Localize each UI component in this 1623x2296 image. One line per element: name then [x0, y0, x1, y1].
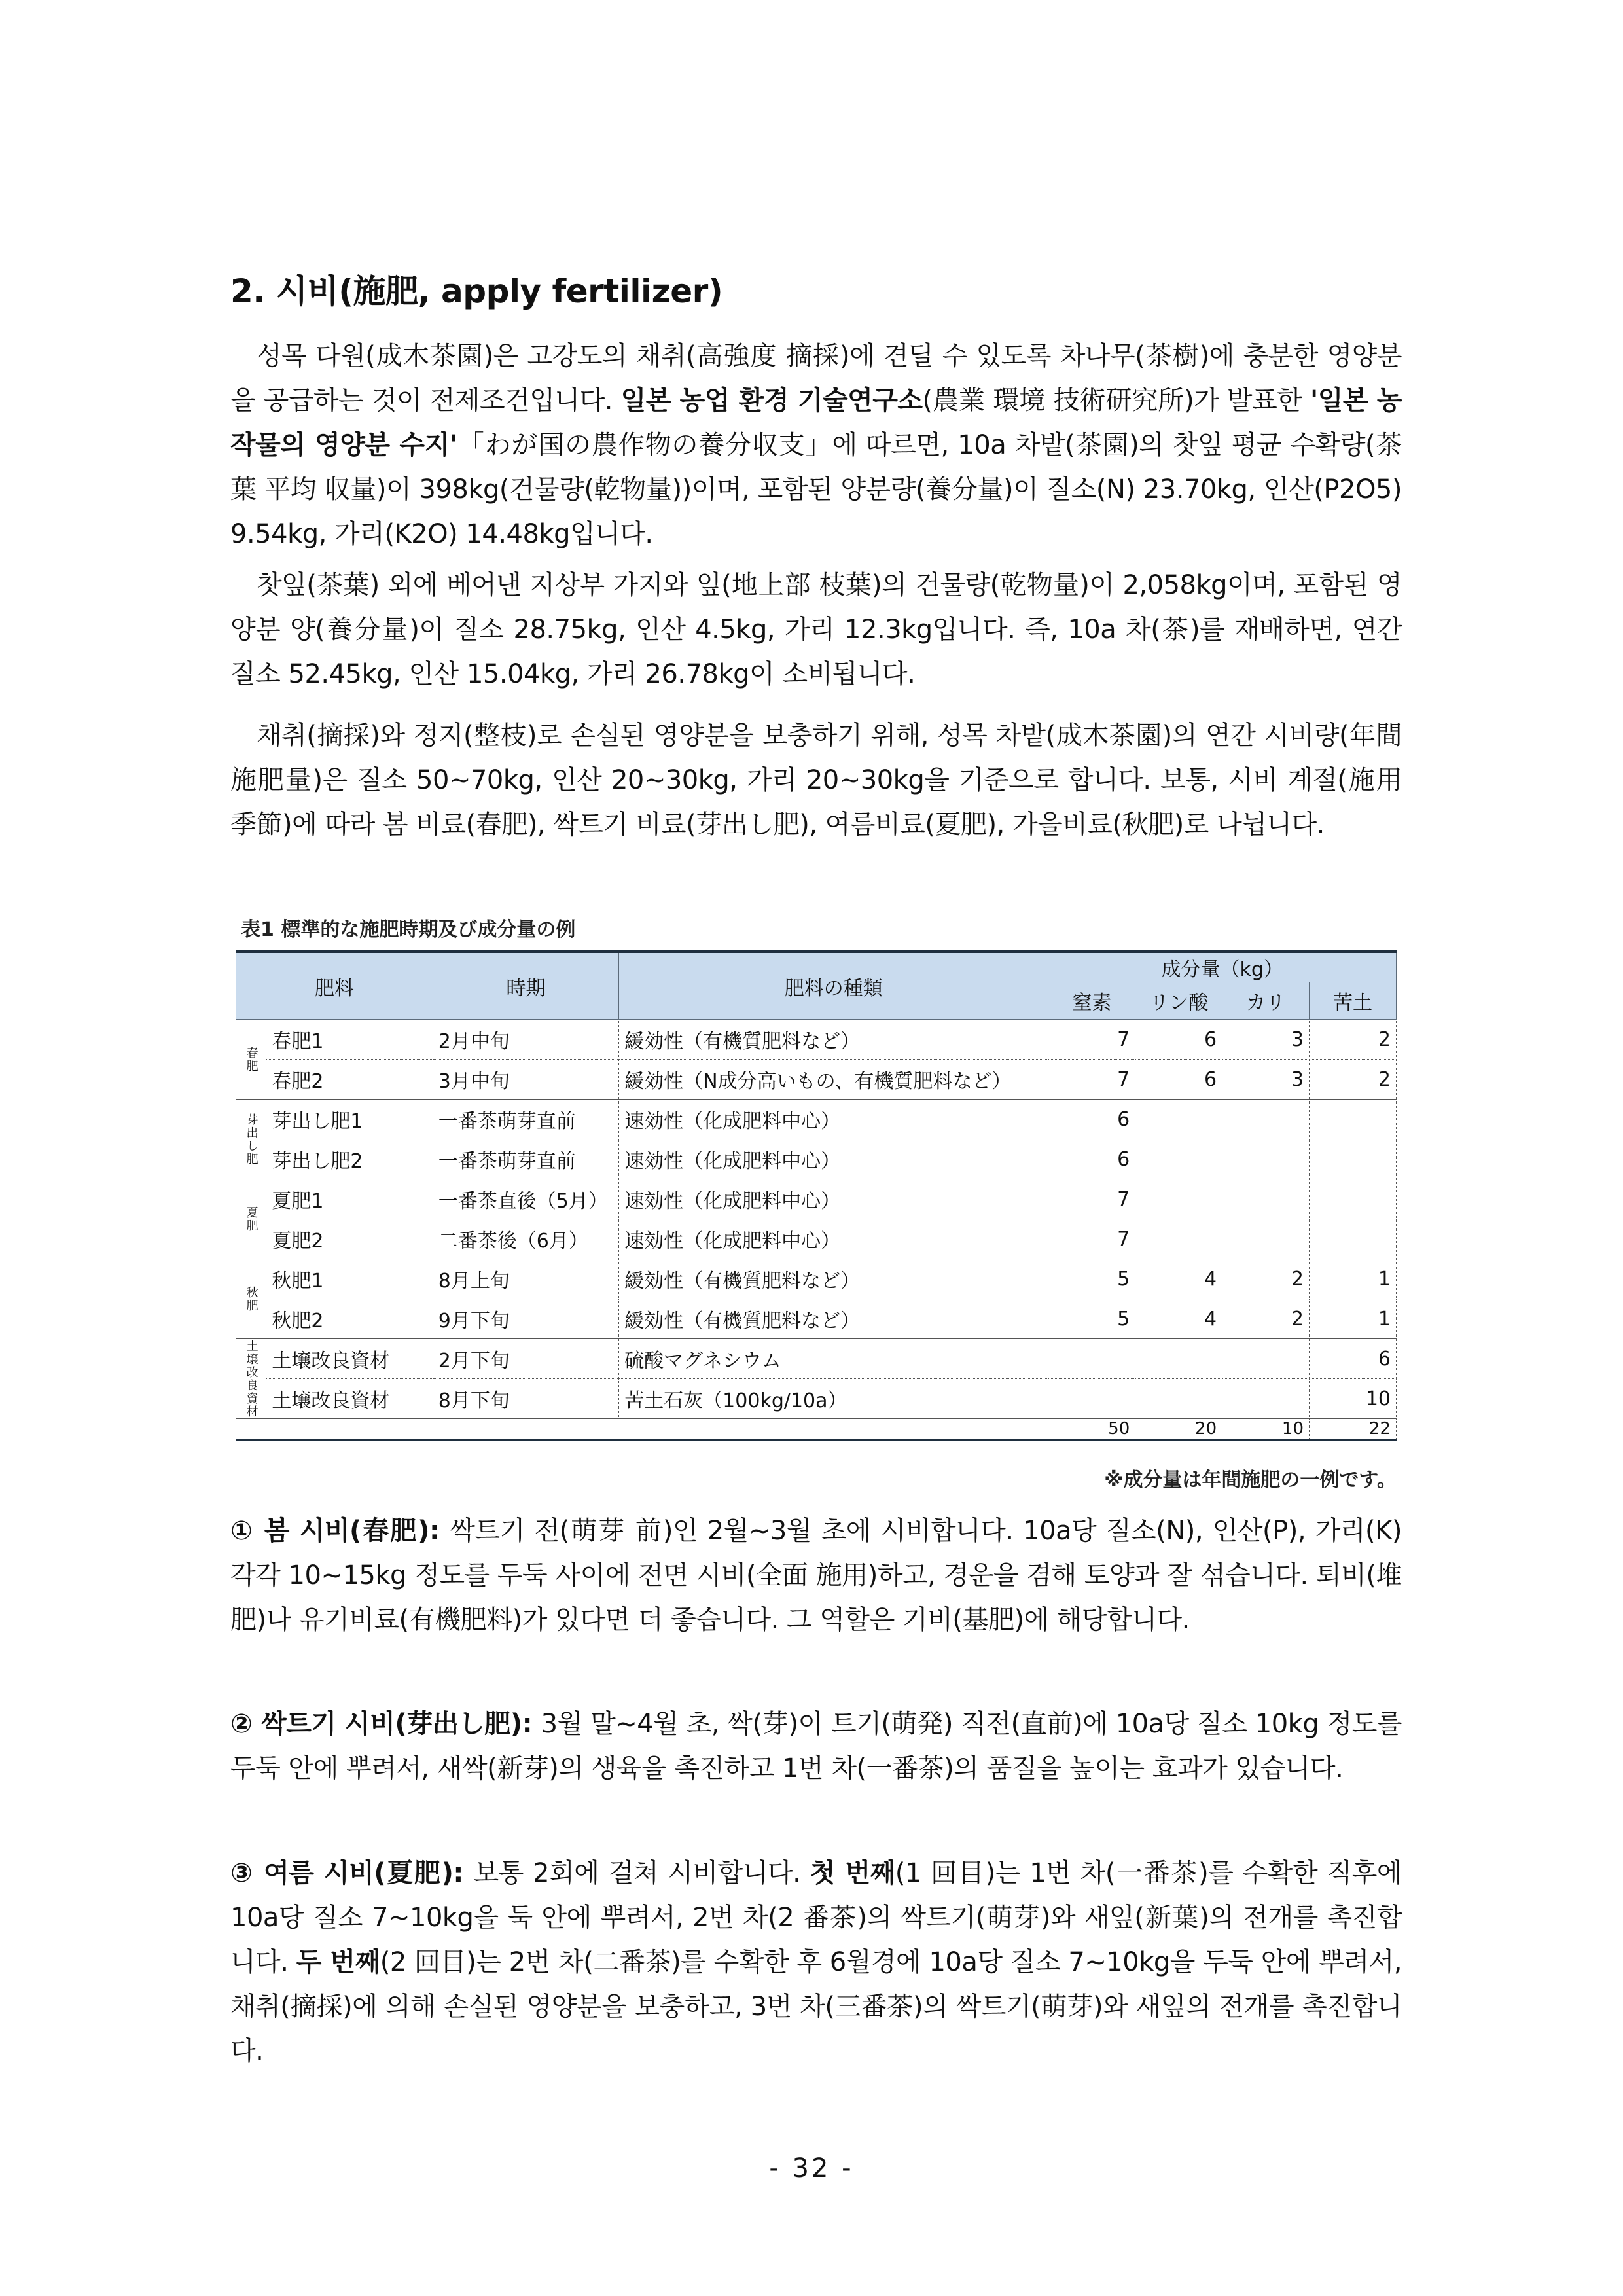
cell-timing: 二番茶後（6月）: [433, 1219, 618, 1259]
cell-magnesia: 2: [1310, 1060, 1397, 1100]
bold-run: '일본 농작물의 영양분 수지': [230, 386, 1402, 460]
cell-timing: 一番茶萌芽直前: [433, 1139, 618, 1179]
total-nitrogen: 50: [1048, 1419, 1135, 1441]
cell-timing: 9月下旬: [433, 1299, 618, 1339]
cell-phosphate: [1135, 1100, 1222, 1139]
table-note: ※成分量は年間施肥の一例です。: [1104, 1469, 1397, 1492]
cell-potash: 3: [1222, 1060, 1310, 1100]
total-potash: 10: [1222, 1419, 1310, 1441]
cell-potash: [1222, 1219, 1310, 1259]
cell-nitrogen: 5: [1048, 1259, 1135, 1299]
table-row: [236, 1139, 1397, 1179]
group-label: 春肥: [236, 1020, 266, 1100]
cell-magnesia: 6: [1310, 1339, 1397, 1379]
group-label: 芽出し肥: [236, 1100, 266, 1179]
bold-run: 일본 농업 환경 기술연구소: [620, 386, 923, 416]
cell-name: 夏肥1: [266, 1179, 433, 1219]
paragraph-summer: [230, 1851, 1402, 2073]
cell-potash: [1222, 1339, 1310, 1379]
cell-phosphate: 6: [1135, 1020, 1222, 1060]
cell-potash: [1222, 1379, 1310, 1419]
cell-magnesia: 1: [1310, 1259, 1397, 1299]
cell-phosphate: [1135, 1339, 1222, 1379]
page-number: - 32 -: [769, 2153, 854, 2183]
cell-nitrogen: 7: [1048, 1219, 1135, 1259]
col-header-type: 肥料の種類: [619, 952, 1048, 1020]
cell-magnesia: 1: [1310, 1299, 1397, 1339]
cell-potash: [1222, 1100, 1310, 1139]
cell-timing: 一番茶直後（5月）: [433, 1179, 618, 1219]
cell-magnesia: [1310, 1139, 1397, 1179]
cell-nitrogen: 7: [1048, 1020, 1135, 1060]
col-header-potash: カリ: [1222, 982, 1310, 1020]
paragraph-consumption: 찻잎(茶葉) 외에 베어낸 지상부 가지와 잎(地上部 枝葉)의 건물량(乾物量)이 2,058kg이며, 포함된 영양분 양(養分量)이 질소 28.75kg, 인산 4.5kg, 가리 12.3kg입니다. 즉, 10a 차(茶)를 재배하면, 연간 질소 52.45kg, 인산 15.04kg, 가리 26.78kg이 소비됩니다.: [230, 570, 1402, 689]
cell-timing: 8月下旬: [433, 1379, 618, 1419]
cell-magnesia: [1310, 1100, 1397, 1139]
cell-nitrogen: 6: [1048, 1100, 1135, 1139]
group-label: 夏肥: [236, 1179, 266, 1259]
cell-name: 芽出し肥2: [266, 1139, 433, 1179]
text-run: (2 回目)는 2번 차(二番茶)를 수확한 후 6월경에 10a당 질소 7~10kg을 두둑 안에 뿌려서, 채취(摘採)에 의해 손실된 영양분을 보충하고, 3번 차(三番茶)의 싹트기(萌芽)와 새잎의 전개를 촉진합니다.: [230, 1947, 1402, 2066]
cell-phosphate: [1135, 1379, 1222, 1419]
cell-name: 秋肥1: [266, 1259, 433, 1299]
cell-phosphate: 4: [1135, 1259, 1222, 1299]
cell-potash: 2: [1222, 1259, 1310, 1299]
cell-name: 芽出し肥1: [266, 1100, 433, 1139]
item-label: ③ 여름 시비(夏肥):: [230, 1858, 474, 1888]
cell-type: 速効性（化成肥料中心）: [619, 1139, 1048, 1179]
cell-type: 苦土石灰（100kg/10a）: [619, 1379, 1048, 1419]
table-row: [236, 1179, 1397, 1219]
cell-name: 春肥2: [266, 1060, 433, 1100]
paragraph-annual-rate: 채취(摘採)와 정지(整枝)로 손실된 영양분을 보충하기 위해, 성목 차밭(成木茶園)의 연간 시비량(年間施肥量)은 질소 50~70kg, 인산 20~30kg, 가리 20~30kg을 기준으로 합니다. 보통, 시비 계절(施用 季節)에 따라 봄 비료(春肥), 싹트기 비료(芽出し肥), 여름비료(夏肥), 가을비료(秋肥)로 나뉩니다.: [230, 721, 1402, 840]
cell-name: 土壌改良資材: [266, 1379, 433, 1419]
cell-timing: 2月中旬: [433, 1020, 618, 1060]
cell-type: 速効性（化成肥料中心）: [619, 1179, 1048, 1219]
group-label: 土壌改良資材: [236, 1339, 266, 1419]
cell-timing: 一番茶萌芽直前: [433, 1100, 618, 1139]
bold-run: 두 번째: [296, 1947, 380, 1977]
cell-nitrogen: [1048, 1339, 1135, 1379]
cell-name: 土壌改良資材: [266, 1339, 433, 1379]
cell-phosphate: 6: [1135, 1060, 1222, 1100]
cell-potash: 3: [1222, 1020, 1310, 1060]
cell-magnesia: 2: [1310, 1020, 1397, 1060]
item-label: ② 싹트기 시비(芽出し肥):: [230, 1709, 541, 1739]
cell-type: 緩効性（有機質肥料など）: [619, 1020, 1048, 1060]
cell-timing: 3月中旬: [433, 1060, 618, 1100]
cell-type: 緩効性（有機質肥料など）: [619, 1259, 1048, 1299]
cell-potash: [1222, 1139, 1310, 1179]
cell-magnesia: [1310, 1179, 1397, 1219]
col-header-nitrogen: 窒素: [1048, 982, 1135, 1020]
col-header-magnesia: 苦土: [1310, 982, 1397, 1020]
cell-magnesia: 10: [1310, 1379, 1397, 1419]
cell-name: 春肥1: [266, 1020, 433, 1060]
cell-nitrogen: 5: [1048, 1299, 1135, 1339]
cell-phosphate: 4: [1135, 1299, 1222, 1339]
total-magnesia: 22: [1310, 1419, 1397, 1441]
cell-phosphate: [1135, 1219, 1222, 1259]
table-row: [236, 1020, 1397, 1060]
cell-timing: 8月上旬: [433, 1259, 618, 1299]
cell-nitrogen: [1048, 1379, 1135, 1419]
table-row: [236, 1299, 1397, 1339]
table-body: [236, 1020, 1397, 1441]
col-header-phosphate: リン酸: [1135, 982, 1222, 1020]
section-heading: 2. 시비(施肥, apply fertilizer): [230, 272, 723, 310]
table-caption: 表1 標準的な施肥時期及び成分量の例: [241, 918, 576, 941]
text-run: 「わが国の農作物の養分収支」에 따르면, 10a 차밭(茶園)의 찻잎 평균 수확량(茶葉 平均 収量)이 398kg(건물량(乾物量))이며, 포함된 양분량(養分量)이 질소(N) 23.70kg, 인산(P2O5) 9.54kg, 가리(K2O) 14.48kg입니다.: [230, 430, 1402, 549]
cell-type: 硫酸マグネシウム: [619, 1339, 1048, 1379]
cell-nitrogen: 7: [1048, 1060, 1135, 1100]
table-row: [236, 1339, 1397, 1379]
cell-nitrogen: 7: [1048, 1179, 1135, 1219]
cell-type: 速効性（化成肥料中心）: [619, 1219, 1048, 1259]
cell-name: 夏肥2: [266, 1219, 433, 1259]
bold-run: 첫 번째: [810, 1858, 895, 1888]
col-header-components: 成分量（kg）: [1048, 952, 1397, 982]
table-row: [236, 1259, 1397, 1299]
col-header-timing: 時期: [433, 952, 618, 1020]
cell-type: 緩効性（N成分高いもの、有機質肥料など）: [619, 1060, 1048, 1100]
text-run: 싹트기 전(萌芽 前)인 2월~3월 초에 시비합니다. 10a당 질소(N), 인산(P), 가리(K) 각각 10~15kg 정도를 두둑 사이에 전면 시비(全面 施用)하고, 경운을 겸해 토양과 잘 섞습니다. 퇴비(堆肥)나 유기비료(有機肥料)가 있다면 더 좋습니다. 그 역할은 기비(基肥)에 해당합니다.: [230, 1516, 1402, 1635]
table-row: [236, 1060, 1397, 1100]
cell-phosphate: [1135, 1179, 1222, 1219]
paragraph-spring: [230, 1509, 1402, 1642]
cell-potash: [1222, 1179, 1310, 1219]
cell-potash: 2: [1222, 1299, 1310, 1339]
text-run: (1 回目)는 1번 차(一番茶)를 수확한 직후에 10a당 질소 7~10kg을 둑 안에 뿌려서, 2번 차(2 番茶)의 싹트기(萌芽)와 새잎(新葉)의 전개를 촉진합니다.: [230, 1858, 1402, 1977]
totals-spacer: [236, 1419, 1048, 1441]
group-label: 秋肥: [236, 1259, 266, 1339]
cell-phosphate: [1135, 1139, 1222, 1179]
cell-type: 速効性（化成肥料中心）: [619, 1100, 1048, 1139]
table-row: [236, 1379, 1397, 1419]
cell-name: 秋肥2: [266, 1299, 433, 1339]
paragraph-intro: [230, 334, 1402, 556]
text-run: 성목 다원(成木茶園)은 고강도의 채취(高強度 摘採)에 견딜 수 있도록 차나무(茶樹)에 충분한 영양분을 공급하는 것이 전제조건입니다.: [230, 341, 1402, 416]
table-row: [236, 1219, 1397, 1259]
col-header-fertilizer: 肥料: [236, 952, 433, 1020]
text-run: 3월 말~4월 초, 싹(芽)이 트기(萌発) 직전(直前)에 10a당 질소 10kg 정도를 두둑 안에 뿌려서, 새싹(新芽)의 생육을 촉진하고 1번 차(一番茶)의 품질을 높이는 효과가 있습니다.: [230, 1709, 1402, 1784]
fertilizer-table: [236, 950, 1397, 1441]
text-run: 보통 2회에 걸쳐 시비합니다.: [473, 1858, 810, 1888]
cell-timing: 2月下旬: [433, 1339, 618, 1379]
total-phosphate: 20: [1135, 1419, 1222, 1441]
table-row: [236, 1100, 1397, 1139]
cell-nitrogen: 6: [1048, 1139, 1135, 1179]
paragraph-sprouting: [230, 1702, 1402, 1791]
text-run: (農業 環境 技術研究所)가 발표한: [922, 386, 1311, 416]
totals-row: [236, 1419, 1397, 1441]
item-label: ① 봄 시비(春肥):: [230, 1516, 450, 1546]
cell-type: 緩効性（有機質肥料など）: [619, 1299, 1048, 1339]
cell-magnesia: [1310, 1219, 1397, 1259]
